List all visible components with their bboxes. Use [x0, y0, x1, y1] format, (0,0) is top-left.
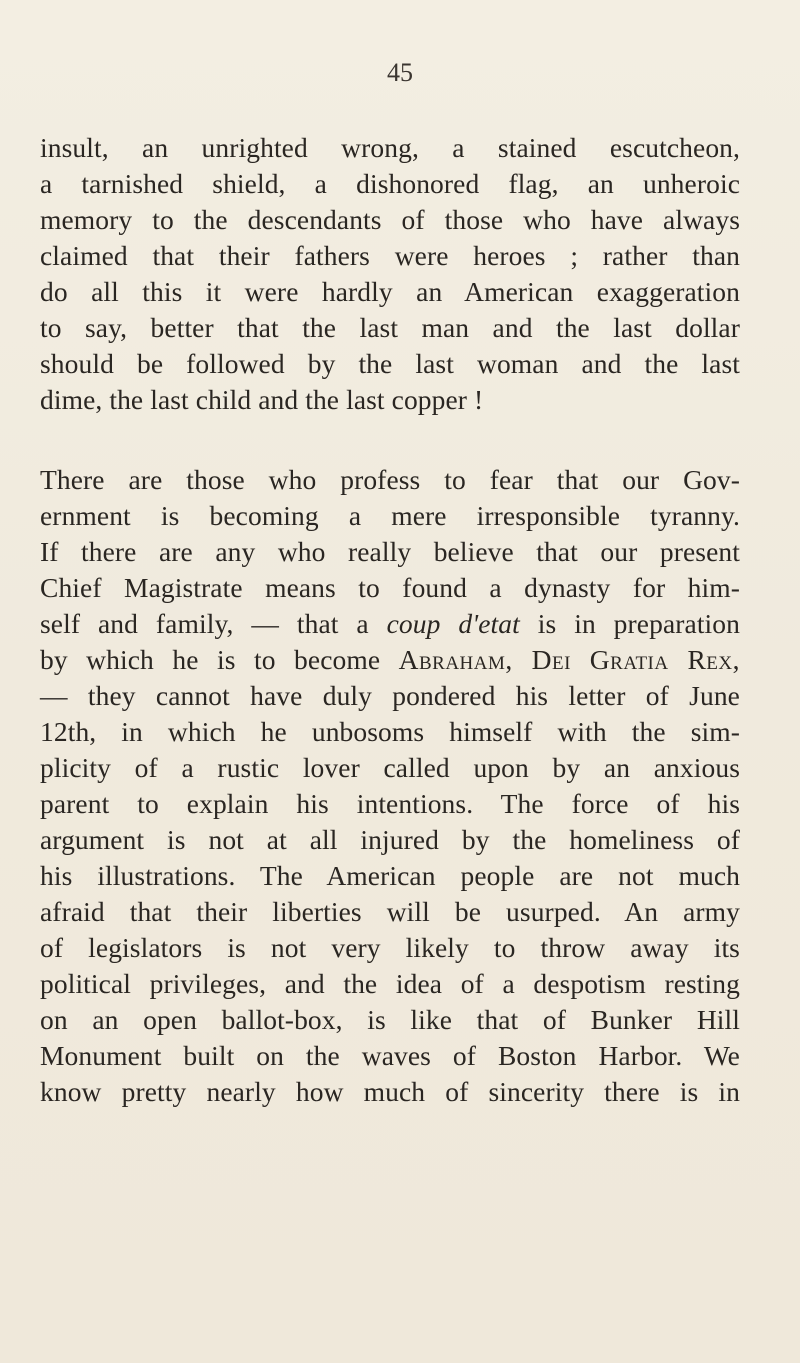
text-line: plicity of a rustic lover called upon by an anxious	[40, 752, 740, 783]
text-span: is in preparation	[519, 608, 741, 639]
text-line: insult, an unrighted wrong, a stained escutcheon,	[40, 132, 740, 163]
text-line: do all this it were hardly an American exaggeration	[40, 276, 740, 307]
text-line: There are those who profess to fear that our Gov-	[40, 464, 740, 495]
text-line: Monument built on the waves of Boston Harbor. We	[40, 1040, 740, 1071]
text-line: parent to explain his intentions. The force of his	[40, 788, 740, 819]
text-line: argument is not at all injured by the homeliness of	[40, 824, 740, 855]
text-line: claimed that their fathers were heroes ; rather than	[40, 240, 740, 271]
text-line: dime, the last child and the last copper !	[40, 384, 484, 415]
text-line: know pretty nearly how much of sincerity there is in	[40, 1076, 740, 1107]
text-line: his illustrations. The American people are not much	[40, 860, 740, 891]
text-line: on an open ballot-box, is like that of Bunker Hill	[40, 1004, 740, 1035]
text-line: If there are any who really believe that our present	[40, 536, 740, 567]
text-line: — they cannot have duly pondered his letter of June	[40, 680, 740, 711]
text-span: by which he is to become	[40, 644, 399, 675]
text-line: a tarnished shield, a dishonored flag, an unheroic	[40, 168, 740, 199]
text-line: ernment is becoming a mere irresponsible tyranny.	[40, 500, 740, 531]
text-line: political privileges, and the idea of a despotism resting	[40, 968, 740, 999]
text-span: self and family, — that a	[40, 608, 387, 639]
text-line: memory to the descendants of those who have always	[40, 204, 740, 235]
page-number: 45	[387, 58, 413, 87]
text-line: to say, better that the last man and the last dollar	[40, 312, 740, 343]
text-line: afraid that their liberties will be usurped. An army	[40, 896, 740, 927]
text-line: Chief Magistrate means to found a dynasty for him-	[40, 572, 740, 603]
text-line: 12th, in which he unbosoms himself with the sim-	[40, 716, 740, 747]
text-line: of legislators is not very likely to throw away its	[40, 932, 740, 963]
text-line: should be followed by the last woman and the last	[40, 348, 740, 379]
text-line-with-italic	[40, 606, 740, 642]
smallcaps-phrase: Abraham, Dei Gratia Rex,	[398, 644, 741, 675]
text-line-with-smallcaps	[40, 642, 740, 678]
italic-phrase: coup d'etat	[386, 608, 520, 639]
